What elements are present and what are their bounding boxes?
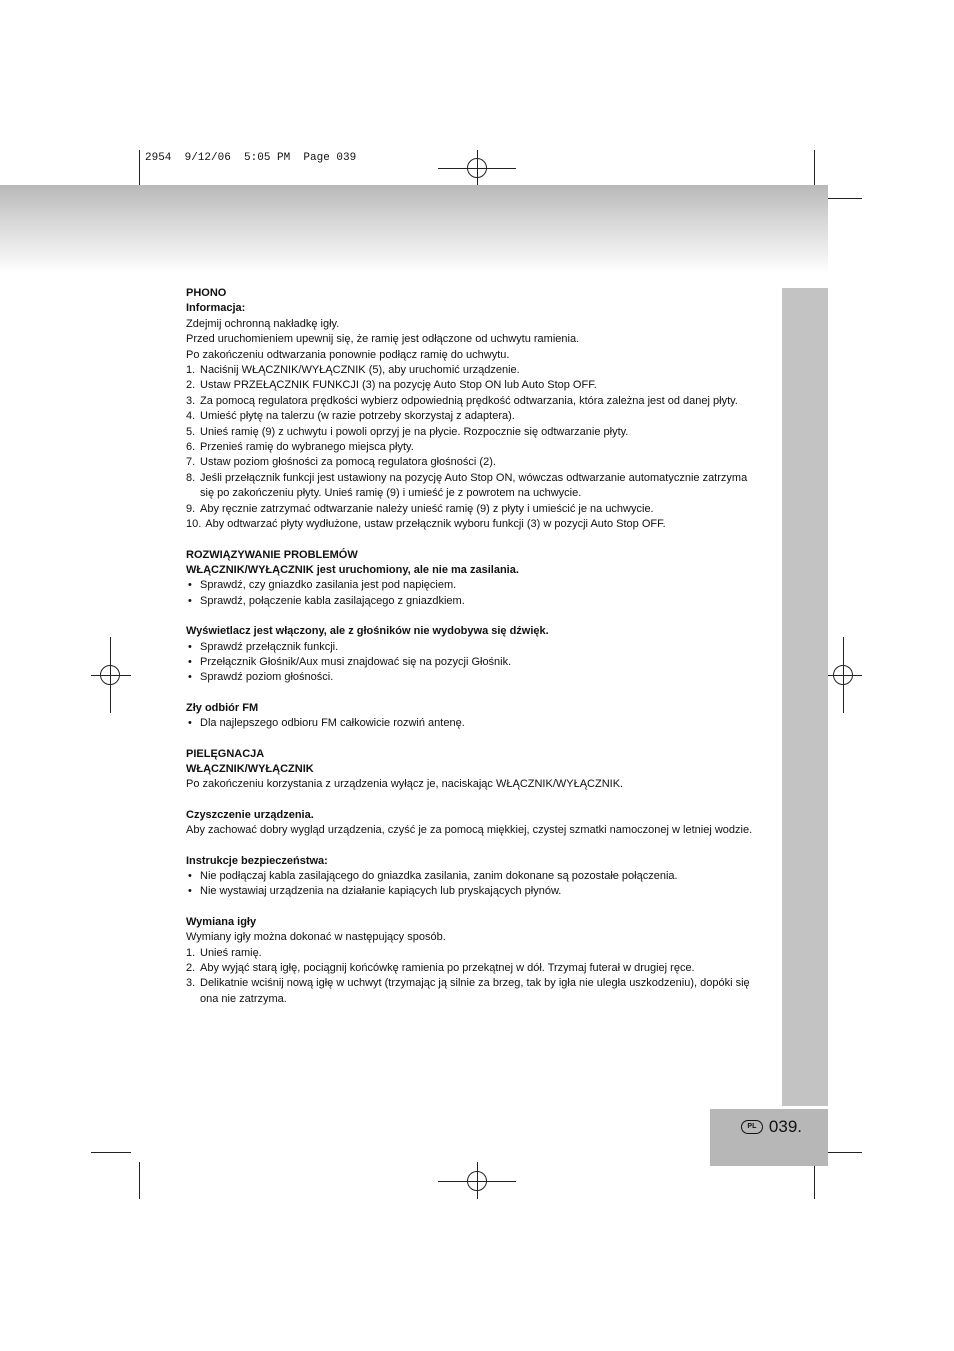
list-item: 7. Ustaw poziom głośności za pomocą regulatora głośności (2). <box>186 456 496 469</box>
list-item: 2. Ustaw PRZEŁĄCZNIK FUNKCJI (3) na pozycję Auto Stop ON lub Auto Stop OFF. <box>186 379 597 392</box>
needle-intro: Wymiany igły można dokonać w następujący sposób. <box>186 931 446 944</box>
list-item: • Sprawdź, czy gniazdko zasilania jest pod napięciem. <box>186 578 761 593</box>
list-item: • Przełącznik Głośnik/Aux musi znajdować się na pozycji Głośnik. <box>186 655 761 670</box>
safety-list <box>186 869 761 900</box>
safety-heading: Instrukcje bezpieczeństwa: <box>186 854 328 867</box>
list-item: 8. Jeśli przełącznik funkcji jest ustawiony na pozycję Auto Stop ON, wówczas odtwarzanie automatycznie zatrzyma się po zakończeniu płyty. Unieś ramię (9) i umieść je z powrotem na uchwycie. <box>186 471 748 500</box>
care-title: PIELĘGNACJA <box>186 747 265 760</box>
list-item: 3. Delikatnie wciśnij nową igłę w uchwyt (trzymając ją silnie za brzeg, tak by igła nie uległa uszkodzeniu), dopóki się ona nie zatrzyma. <box>186 977 750 1005</box>
phono-title: PHONO <box>186 287 227 299</box>
page-number-box <box>710 1109 828 1166</box>
troubleshooting-section <box>186 548 761 732</box>
problem-checklist <box>186 716 761 731</box>
troubleshooting-title: ROZWIĄZYWANIE PROBLEMÓW <box>186 548 358 561</box>
phono-line: Po zakończeniu odtwarzania ponownie podłącz ramię do uchwytu. <box>186 348 510 361</box>
list-item: 3. Za pomocą regulatora prędkości wybierz odpowiednią prędkość odtwarzania, która zależna jest od danej płyty. <box>186 394 738 407</box>
manual-content <box>186 286 761 1007</box>
care-power-heading: WŁĄCZNIK/WYŁĄCZNIK <box>186 762 314 775</box>
header-gradient-band <box>0 185 828 273</box>
side-tab-bar <box>782 288 828 1106</box>
list-item: • Sprawdź poziom głośności. <box>186 670 761 685</box>
list-item: 6. Przenieś ramię do wybranego miejsca płyty. <box>186 441 414 454</box>
care-power-text: Po zakończeniu korzystania z urządzenia wyłącz je, naciskając WŁĄCZNIK/WYŁĄCZNIK. <box>186 778 624 791</box>
needle-steps <box>186 946 761 1008</box>
cleaning-heading: Czyszczenie urządzenia. <box>186 808 314 821</box>
problem-checklist <box>186 640 761 686</box>
cleaning-text: Aby zachować dobry wygląd urządzenia, czyść je za pomocą miękkiej, czystej szmatki namoczonej w letniej wodzie. <box>186 824 753 837</box>
language-badge: PL <box>741 1120 763 1134</box>
needle-heading: Wymiana igły <box>186 915 257 928</box>
list-item: 1. Unieś ramię. <box>186 946 262 959</box>
list-item: • Nie wystawiaj urządzenia na działanie kapiących lub pryskających płynów. <box>186 884 761 899</box>
list-item: 10. Aby odtwarzać płyty wydłużone, ustaw przełącznik wyboru funkcji (3) w pozycji Auto Stop OFF. <box>186 518 666 531</box>
problem-heading: WŁĄCZNIK/WYŁĄCZNIK jest uruchomiony, ale nie ma zasilania. <box>186 563 519 576</box>
list-item: • Sprawdź, połączenie kabla zasilającego z gniazdkiem. <box>186 594 761 609</box>
list-item: • Nie podłączaj kabla zasilającego do gniazdka zasilania, zanim dokonane są pozostałe połączenia. <box>186 869 761 884</box>
phono-line: Zdejmij ochronną nakładkę igły. <box>186 317 340 330</box>
print-slug: 2954 9/12/06 5:05 PM Page 039 <box>145 152 357 164</box>
list-item: 5. Unieś ramię (9) z uchwytu i powoli oprzyj je na płycie. Rozpocznie się odtwarzanie płyty. <box>186 425 629 438</box>
phono-steps <box>186 363 761 532</box>
list-item: 1. Naciśnij WŁĄCZNIK/WYŁĄCZNIK (5), aby uruchomić urządzenie. <box>186 364 520 377</box>
list-item: • Sprawdź przełącznik funkcji. <box>186 640 761 655</box>
page-number: 039. <box>768 1117 802 1136</box>
problem-heading: Zły odbiór FM <box>186 701 259 714</box>
phono-line: Przed uruchomieniem upewnij się, że ramię jest odłączone od uchwytu ramienia. <box>186 333 580 346</box>
list-item: 9. Aby ręcznie zatrzymać odtwarzanie należy unieść ramię (9) z płyty i umieścić je na uchwycie. <box>186 502 654 515</box>
phono-section <box>186 286 761 533</box>
list-item: 4. Umieść płytę na talerzu (w razie potrzeby skorzystaj z adaptera). <box>186 410 515 423</box>
problem-checklist <box>186 578 761 609</box>
list-item: • Dla najlepszego odbioru FM całkowicie rozwiń antenę. <box>186 716 761 731</box>
phono-subtitle: Informacja: <box>186 302 246 315</box>
list-item: 2. Aby wyjąć starą igłę, pociągnij końcówkę ramienia po przekątnej w dół. Trzymaj futerał w drugiej ręce. <box>186 962 695 975</box>
care-section <box>186 747 761 1008</box>
problem-heading: Wyświetlacz jest włączony, ale z głośników nie wydobywa się dźwięk. <box>186 625 549 638</box>
